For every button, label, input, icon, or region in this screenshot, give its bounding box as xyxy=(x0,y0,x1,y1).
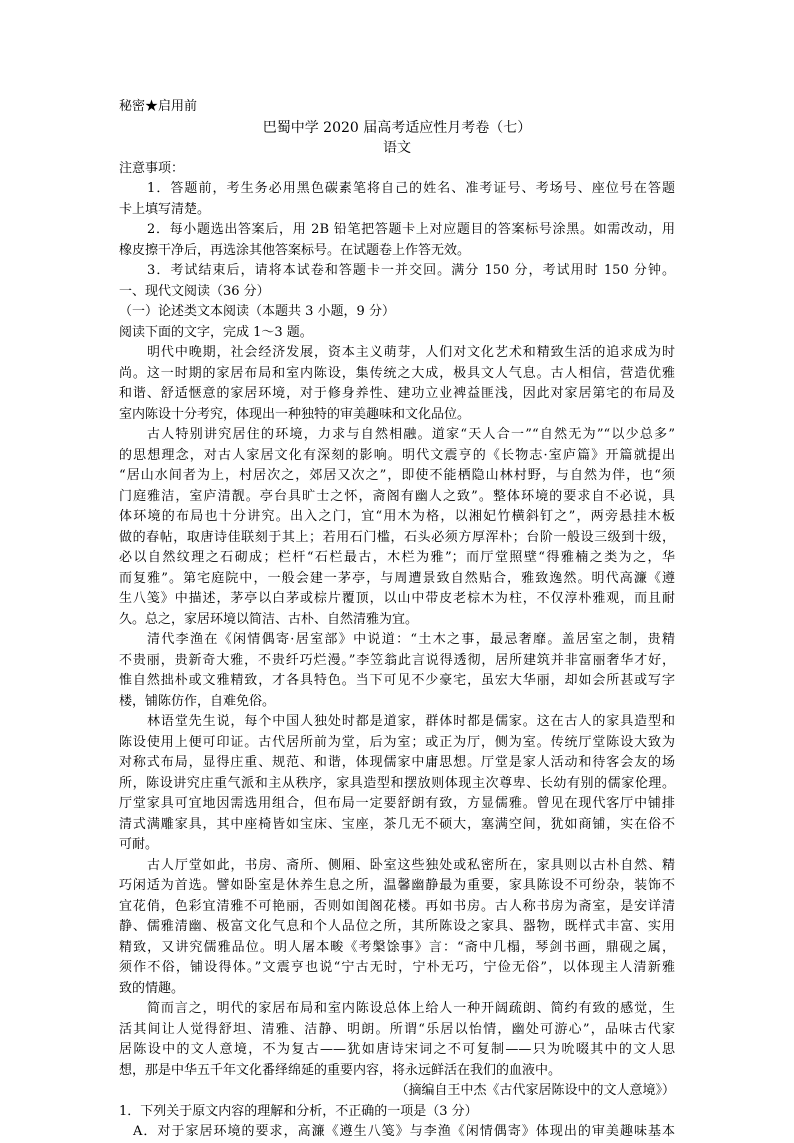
subsection-heading: （一）论述类文本阅读（本题共 3 小题，9 分） xyxy=(119,304,395,319)
passage-line: 须作不俗，铺设得体。”文震亨也说“宁古无时，宁朴无巧，宁俭无俗”，以体现主人清新雅 xyxy=(119,960,675,975)
passage-line: 不贵丽，贵新奇大雅，不贵纤巧烂漫。”李笠翁此言说得透彻，居所建筑并非富丽奢华才好， xyxy=(119,652,675,668)
passage-line: 古人厅堂如此，书房、斋所、侧厢、卧室这些独处或私密所在，家具则以古朴自然、精 xyxy=(147,857,675,873)
passage-line: 古人特别讲究居住的环境，力求与自然相融。道家“天人合一”“自然无为”“以少总多” xyxy=(147,427,675,442)
passage-line: 精致，又讲究儒雅品位。明人屠本畯《考槃馀事》言：“斋中几榻，琴剑书画，鼎砚之属， xyxy=(119,939,675,955)
passage-line: 必以自然纹理之石砌成；栏杆“石栏最古，木栏为雅”；而厅堂照壁“得雅楠之类为之，华 xyxy=(119,550,675,565)
passage-line: 清代李渔在《闲情偶寄·居室部》中说道：“土木之事，最忌奢靡。盖居室之制，贵精 xyxy=(147,632,675,647)
passage-line: 室内陈设十分考究，体现出一种独特的审美趣味和文化品位。 xyxy=(119,406,471,422)
passage-line: 想，那是中华五千年文化番绎绵延的重要内容，将永远鲜活在我们的血液中。 xyxy=(119,1062,562,1078)
passage-line: 活其间让人觉得舒坦、清雅、洁静、明朗。所谓“乐居以怡情，幽处可游心”，品味古代家 xyxy=(119,1021,675,1037)
section-heading: 一、现代文阅读（36 分） xyxy=(119,283,270,299)
notice-line: 3．考试结束后，请将本试卷和答题卡一并交回。满分 150 分，考试用时 150 分钟。 xyxy=(147,263,675,278)
passage-line: 惟自然拙朴或文雅精致，才各具特色。当下可见不少豪宅，虽宏大华丽，却如会所甚或写字 xyxy=(119,673,675,688)
passage-line: 所，陈设讲究庄重气派和主从秩序，家具造型和摆放则体现主次尊卑、长幼有别的儒家伦理。 xyxy=(119,775,675,791)
passage-line: 对称式布局，显得庄重、规范、和谐，体现儒家中庸思想。厅堂是家人活动和待客会友的场 xyxy=(119,755,675,770)
passage-line: 静、儒雅清幽、极富文化气息和个人品位之所，其所陈设之家具、器物，既样式丰富、实用 xyxy=(119,919,675,934)
passage-line: “居山水间者为上，村居次之，郊居又次之”，即使不能栖隐山林村野，与自然为伴，也“须 xyxy=(119,468,675,483)
notice-line: 2．每小题选出答案后，用 2B 铅笔把答题卡上对应题目的答案标号涂黑。如需改动，用 xyxy=(147,222,675,237)
notice-item xyxy=(119,179,675,220)
passage-paragraph xyxy=(119,712,675,856)
passage-line: 厅堂家具可宜地因需选用组合，但布局一定要舒朗有致，方显儒雅。曾见在现代客厅中铺排 xyxy=(119,796,675,811)
passage-line: 简而言之，明代的家居布局和室内陈设总体上给人一种开阔疏朗、简约有致的感觉，生 xyxy=(147,1001,675,1016)
passage-line: 生八笺》中描述，茅亭以白茅或棕片覆顶，以山中带皮老棕木为柱，不仅淳朴雅观，而且耐 xyxy=(119,591,675,606)
passage-line: 居陈设中的文人意境，不为复古——犹如唐诗宋词之不可复制——只为吮啜其中的文人思 xyxy=(119,1042,675,1057)
passage-line: 和谐、舒适惬意的家居环境，对于修身养性、建功立业裨益匪浅，因此对家居第宅的布局及 xyxy=(119,386,675,401)
notice-line: 橡皮擦干净后，再选涂其他答案标号。在试题卷上作答无效。 xyxy=(119,242,471,258)
exam-title: 巴蜀中学 2020 届高考适应性月考卷（七） xyxy=(262,119,532,136)
source-citation: （摘编自王中杰《古代家居陈设中的文人意境》） xyxy=(395,1083,675,1098)
passage-line: 门庭雅洁，室庐清靓。亭台具旷士之怀，斋阁有幽人之致”。整体环境的要求自不必说，具 xyxy=(119,488,675,504)
passage-line: 的思想理念，对古人家居文化有深刻的影响。明代文震亨的《长物志·室庐篇》开篇就提出 xyxy=(119,447,675,463)
passage-line: 可耐。 xyxy=(119,837,159,852)
passage-line: 巧闲适为首选。譬如卧室是休养生息之所，温馨幽静最为重要，家具陈设不可纷杂，装饰不 xyxy=(119,878,675,893)
passage-line: 做的春帖，取唐诗佳联刻于其上；若用石门槛，石头必须方厚浑朴；台阶一般设三级到十级， xyxy=(119,529,675,545)
question-option-a: A．对于家居环境的要求，高濂《遵生八笺》与李渔《闲情偶寄》体现出的审美趣味基本 xyxy=(133,1124,675,1139)
notice-heading: 注意事项： xyxy=(119,160,185,176)
passage-paragraph xyxy=(119,343,675,425)
passage-line: 宜花俏，色彩宜清雅不可艳丽，否则如闺阁花楼。再如书房。古人称书房为斋室，是安详清 xyxy=(119,898,675,914)
notice-item xyxy=(119,220,675,261)
passage-line: 而复雅”。第宅庭院中，一般会建一茅亭，与周遭景致自然贴合，雅致逸然。明代高濂《遵 xyxy=(119,570,675,586)
secret-label: 秘密★启用前 xyxy=(119,99,198,114)
passage-line: 明代中晚期，社会经济发展，资本主义萌芽，人们对文化艺术和精致生活的追求成为时 xyxy=(147,345,675,360)
passage-line: 清式满雕家具，其中座椅皆如宝床、宝座，茶几无不硕大，塞满空间，犹如商铺，实在俗不 xyxy=(119,816,675,832)
passage-paragraph xyxy=(119,999,675,1081)
passage-line: 久。总之，家居环境以简洁、古朴、自然清雅为宜。 xyxy=(119,611,419,627)
passage-line: 楼，铺陈仿作，自难免俗。 xyxy=(119,693,276,709)
reading-instruction: 阅读下面的文字，完成 1～3 题。 xyxy=(119,324,313,340)
notice-item xyxy=(119,261,675,282)
subject-title: 语文 xyxy=(383,140,411,156)
passage-paragraph xyxy=(119,856,675,1000)
question-stem: 1．下列关于原文内容的理解和分析，不正确的一项是（3 分） xyxy=(119,1103,478,1119)
passage-paragraph xyxy=(119,630,675,712)
passage-line: 致的情趣。 xyxy=(119,980,185,996)
passage-paragraph xyxy=(119,425,675,630)
page-content xyxy=(119,97,675,1143)
passage-line: 体环境的布局也十分讲究。出入之门，宜“用木为格，以湘妃竹横斜钉之”，两旁悬挂木板 xyxy=(119,509,675,524)
passage-line: 陈设使用上便可印证。古代居所前为堂，后为室；或正为厅，侧为室。传统厅堂陈设大致为 xyxy=(119,734,675,750)
notice-line: 卡上填写清楚。 xyxy=(119,201,211,217)
passage-line: 林语堂先生说，每个中国人独处时都是道家，群体时都是儒家。这在古人的家具造型和 xyxy=(147,714,675,729)
passage xyxy=(119,343,675,1081)
passage-line: 尚。这一时期的家居布局和室内陈设，集传统之大成，极具文人气息。古人相信，营造优雅 xyxy=(119,365,675,381)
notice-line: 1．答题前，考生务必用黑色碳素笔将自己的姓名、准考证号、考场号、座位号在答题 xyxy=(147,181,675,196)
